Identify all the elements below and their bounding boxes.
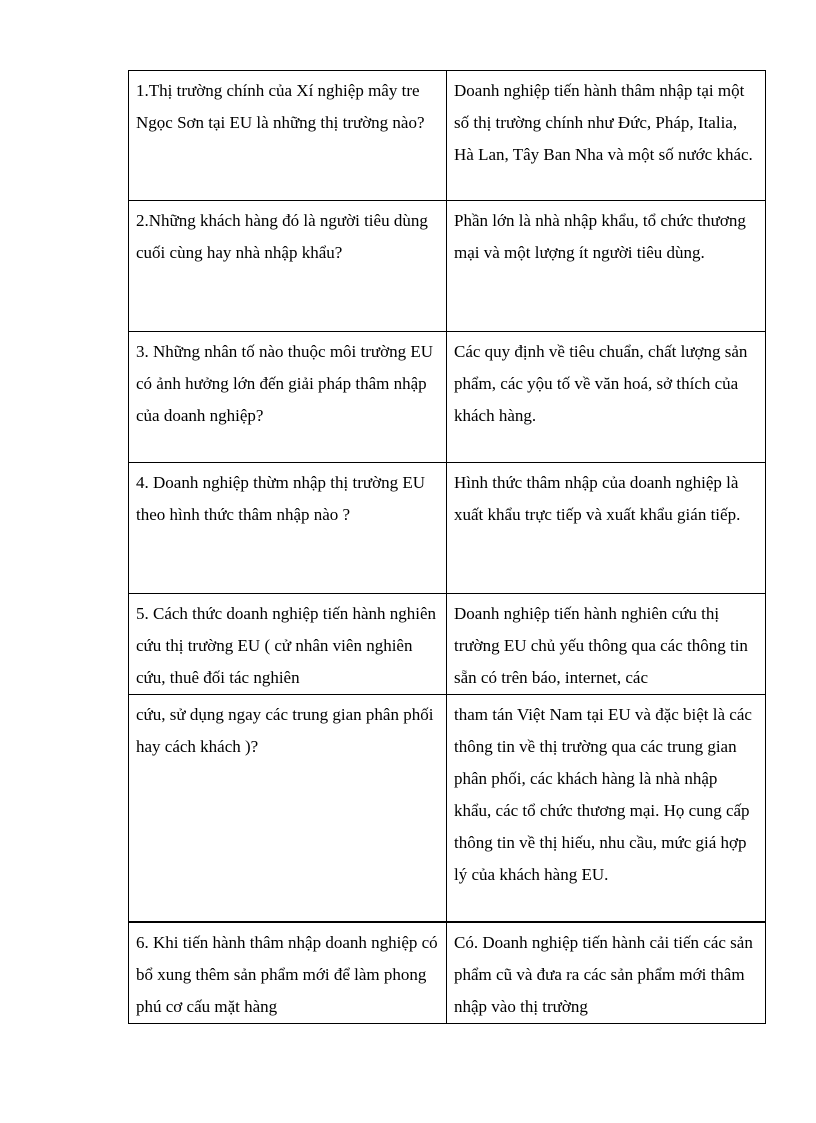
answer-text: Có. Doanh nghiệp tiến hành cải tiến các sản phẩm cũ và đưa ra các sản phẩm mới thâm nhập vào thị trường	[454, 933, 753, 1016]
table-row	[129, 332, 766, 463]
table-row	[129, 922, 766, 1024]
table-row	[129, 594, 766, 695]
answer-cell	[447, 463, 766, 594]
question-cell	[129, 201, 447, 332]
answer-cell	[447, 332, 766, 463]
answer-text: tham tán Việt Nam tại EU và đặc biệt là các thông tin về thị trường qua các trung gian phân phối, các khách hàng là nhà nhập khẩu, các tổ chức thương mại. Họ cung cấp thông tin về thị hiếu, nhu cầu, mức giá hợp lý của khách hàng EU.	[454, 705, 752, 884]
qa-table	[128, 70, 766, 1024]
answer-cell	[447, 695, 766, 923]
question-text: 4. Doanh nghiệp thừm nhập thị trường EU theo hình thức thâm nhập nào ?	[136, 473, 425, 524]
table-row	[129, 201, 766, 332]
table-row	[129, 71, 766, 201]
question-text: cứu, sử dụng ngay các trung gian phân phối hay cách khách )?	[136, 705, 434, 756]
question-cell	[129, 463, 447, 594]
answer-cell	[447, 71, 766, 201]
table-row	[129, 695, 766, 923]
answer-cell	[447, 922, 766, 1024]
question-text: 2.Những khách hàng đó là người tiêu dùng cuối cùng hay nhà nhập khẩu?	[136, 211, 428, 262]
question-cell	[129, 332, 447, 463]
answer-cell	[447, 594, 766, 695]
question-cell	[129, 695, 447, 923]
question-cell	[129, 922, 447, 1024]
table-row	[129, 463, 766, 594]
answer-text: Phần lớn là nhà nhập khẩu, tổ chức thương mại và một lượng ít người tiêu dùng.	[454, 211, 746, 262]
answer-text: Doanh nghiệp tiến hành nghiên cứu thị trường EU chủ yếu thông qua các thông tin sẵn có trên báo, internet, các	[454, 604, 748, 687]
answer-cell	[447, 201, 766, 332]
answer-text: Hình thức thâm nhập của doanh nghiệp là xuất khẩu trực tiếp và xuất khẩu gián tiếp.	[454, 473, 741, 524]
answer-text: Các quy định về tiêu chuẩn, chất lượng sản phẩm, các yộu tố về văn hoá, sở thích của khách hàng.	[454, 342, 748, 425]
question-text: 6. Khi tiến hành thâm nhập doanh nghiệp có bổ xung thêm sản phẩm mới để làm phong phú cơ cấu mặt hàng	[136, 933, 438, 1016]
question-cell	[129, 594, 447, 695]
answer-text: Doanh nghiệp tiến hành thâm nhập tại một số thị trường chính như Đức, Pháp, Italia, Hà Lan, Tây Ban Nha và một số nước khác.	[454, 81, 753, 164]
question-cell	[129, 71, 447, 201]
question-text: 3. Những nhân tố nào thuộc môi trường EU có ảnh hưởng lớn đến giải pháp thâm nhập của doanh nghiệp?	[136, 342, 434, 425]
question-text: 1.Thị trường chính của Xí nghiệp mây tre Ngọc Sơn tại EU là những thị trường nào?	[136, 81, 425, 132]
question-text: 5. Cách thức doanh nghiệp tiến hành nghiên cứu thị trường EU ( cử nhân viên nghiên cứu, thuê đối tác nghiên	[136, 604, 437, 687]
